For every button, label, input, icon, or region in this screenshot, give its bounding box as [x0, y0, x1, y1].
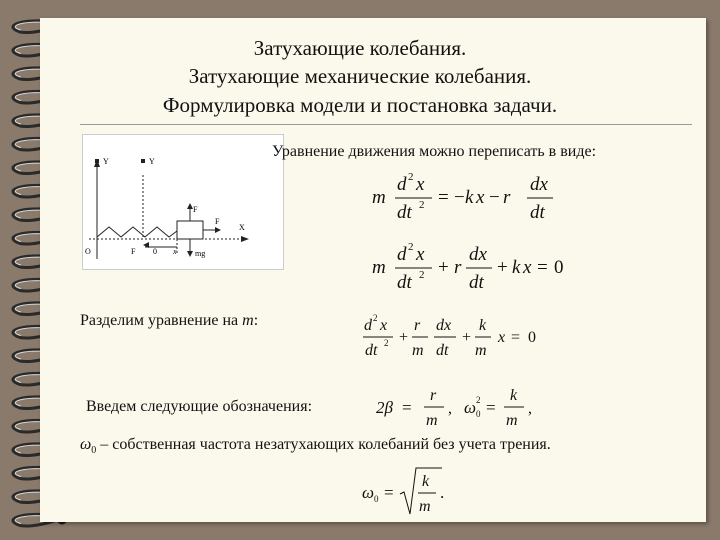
svg-text:−: −	[489, 187, 500, 208]
title-line-1: Затухающие колебания.	[253, 36, 467, 60]
divide-text-suffix: :	[253, 312, 259, 329]
svg-text:dt: dt	[530, 202, 545, 223]
svg-text:k: k	[479, 317, 487, 334]
svg-text:x: x	[476, 187, 485, 208]
svg-text:d: d	[397, 244, 407, 265]
equation-natural-frequency	[360, 464, 470, 522]
omega-subscript: 0	[91, 445, 97, 457]
omega-description	[80, 436, 551, 456]
divide-text-prefix: Разделим уравнение на	[80, 312, 243, 329]
svg-text:=: =	[537, 257, 548, 278]
svg-text:0: 0	[476, 409, 481, 419]
svg-text:r: r	[430, 387, 437, 404]
svg-text:m: m	[419, 498, 431, 515]
svg-text:=: =	[486, 398, 496, 417]
svg-text:m: m	[426, 412, 438, 429]
figure-label-f-upper: F	[193, 205, 198, 214]
svg-text:k: k	[465, 187, 474, 208]
omega-symbol: ω	[80, 436, 92, 453]
figure-label-y-right: Y	[149, 157, 155, 166]
svg-text:,: ,	[528, 400, 532, 417]
svg-text:−: −	[454, 187, 465, 208]
rewrite-text: Уравнение движения можно переписать в виде:	[272, 143, 597, 160]
svg-text:k: k	[422, 473, 430, 490]
svg-text:ω: ω	[362, 483, 375, 502]
svg-text:.: .	[440, 483, 445, 502]
svg-text:ω: ω	[464, 398, 477, 417]
svg-text:+: +	[462, 329, 472, 346]
svg-text:r: r	[454, 257, 462, 278]
figure-label-f-mid: F	[215, 217, 220, 226]
title-line-3: Формулировка модели и постановка задачи.	[162, 93, 558, 117]
svg-text:m: m	[412, 342, 424, 359]
svg-text:+: +	[497, 257, 508, 278]
equation-motion-rearranged	[370, 238, 580, 296]
svg-text:0: 0	[528, 329, 536, 346]
svg-text:r: r	[503, 187, 511, 208]
figure-label-x-axis: X	[239, 223, 245, 232]
title-line-2: Затухающие механические колебания.	[188, 64, 532, 88]
svg-text:2: 2	[419, 199, 425, 211]
svg-text:k: k	[510, 387, 518, 404]
svg-text:2: 2	[384, 338, 389, 348]
notation-text: Введем следующие обозначения:	[86, 398, 313, 415]
figure-label-x: x	[173, 247, 177, 256]
svg-text:k: k	[512, 257, 521, 278]
svg-text:x: x	[416, 174, 425, 195]
svg-text:d: d	[397, 174, 407, 195]
svg-text:0: 0	[374, 494, 379, 504]
divide-text	[80, 312, 258, 330]
svg-text:dt: dt	[469, 272, 484, 293]
svg-text:x: x	[416, 244, 425, 265]
spring-mass-figure	[82, 134, 284, 270]
title-divider	[80, 124, 692, 125]
figure-label-f-lower: F	[131, 247, 136, 256]
svg-text:2: 2	[419, 269, 425, 281]
svg-text:x: x	[498, 329, 506, 346]
svg-text:dx: dx	[436, 317, 452, 334]
svg-text:x: x	[523, 257, 532, 278]
svg-text:+: +	[438, 257, 449, 278]
svg-text:d: d	[364, 317, 372, 334]
svg-text:r: r	[414, 317, 421, 334]
svg-text:m: m	[372, 187, 386, 208]
svg-text:2β: 2β	[376, 398, 393, 417]
svg-text:=: =	[511, 329, 521, 346]
svg-text:2: 2	[476, 395, 481, 405]
svg-text:dx: dx	[469, 244, 487, 265]
svg-text:2: 2	[373, 313, 378, 323]
omega-description-text: – собственная частота незатухающих колебаний без учета трения.	[96, 436, 551, 453]
equation-notation	[372, 380, 552, 432]
svg-text:x: x	[380, 317, 388, 334]
svg-text:m: m	[506, 412, 518, 429]
svg-text:dt: dt	[365, 342, 378, 359]
figure-label-origin: O	[85, 247, 91, 256]
svg-text:dx: dx	[530, 174, 548, 195]
svg-text:=: =	[384, 483, 394, 502]
svg-text:2: 2	[408, 241, 414, 253]
svg-text:dt: dt	[397, 202, 412, 223]
svg-text:=: =	[438, 187, 449, 208]
svg-text:=: =	[402, 398, 412, 417]
divide-text-var: m	[242, 312, 254, 329]
svg-text:0: 0	[554, 257, 564, 278]
svg-text:m: m	[372, 257, 386, 278]
figure-label-mg: mg	[195, 249, 206, 258]
svg-text:dt: dt	[436, 342, 449, 359]
svg-text:+: +	[399, 329, 409, 346]
figure-label-y-left: Y	[103, 157, 109, 166]
svg-text:2: 2	[408, 171, 414, 183]
svg-text:,: ,	[448, 400, 452, 417]
figure-label-zero: 0	[153, 247, 157, 256]
equation-normalized	[362, 312, 562, 364]
svg-text:dt: dt	[397, 272, 412, 293]
equation-motion	[370, 168, 570, 226]
svg-text:m: m	[475, 342, 487, 359]
